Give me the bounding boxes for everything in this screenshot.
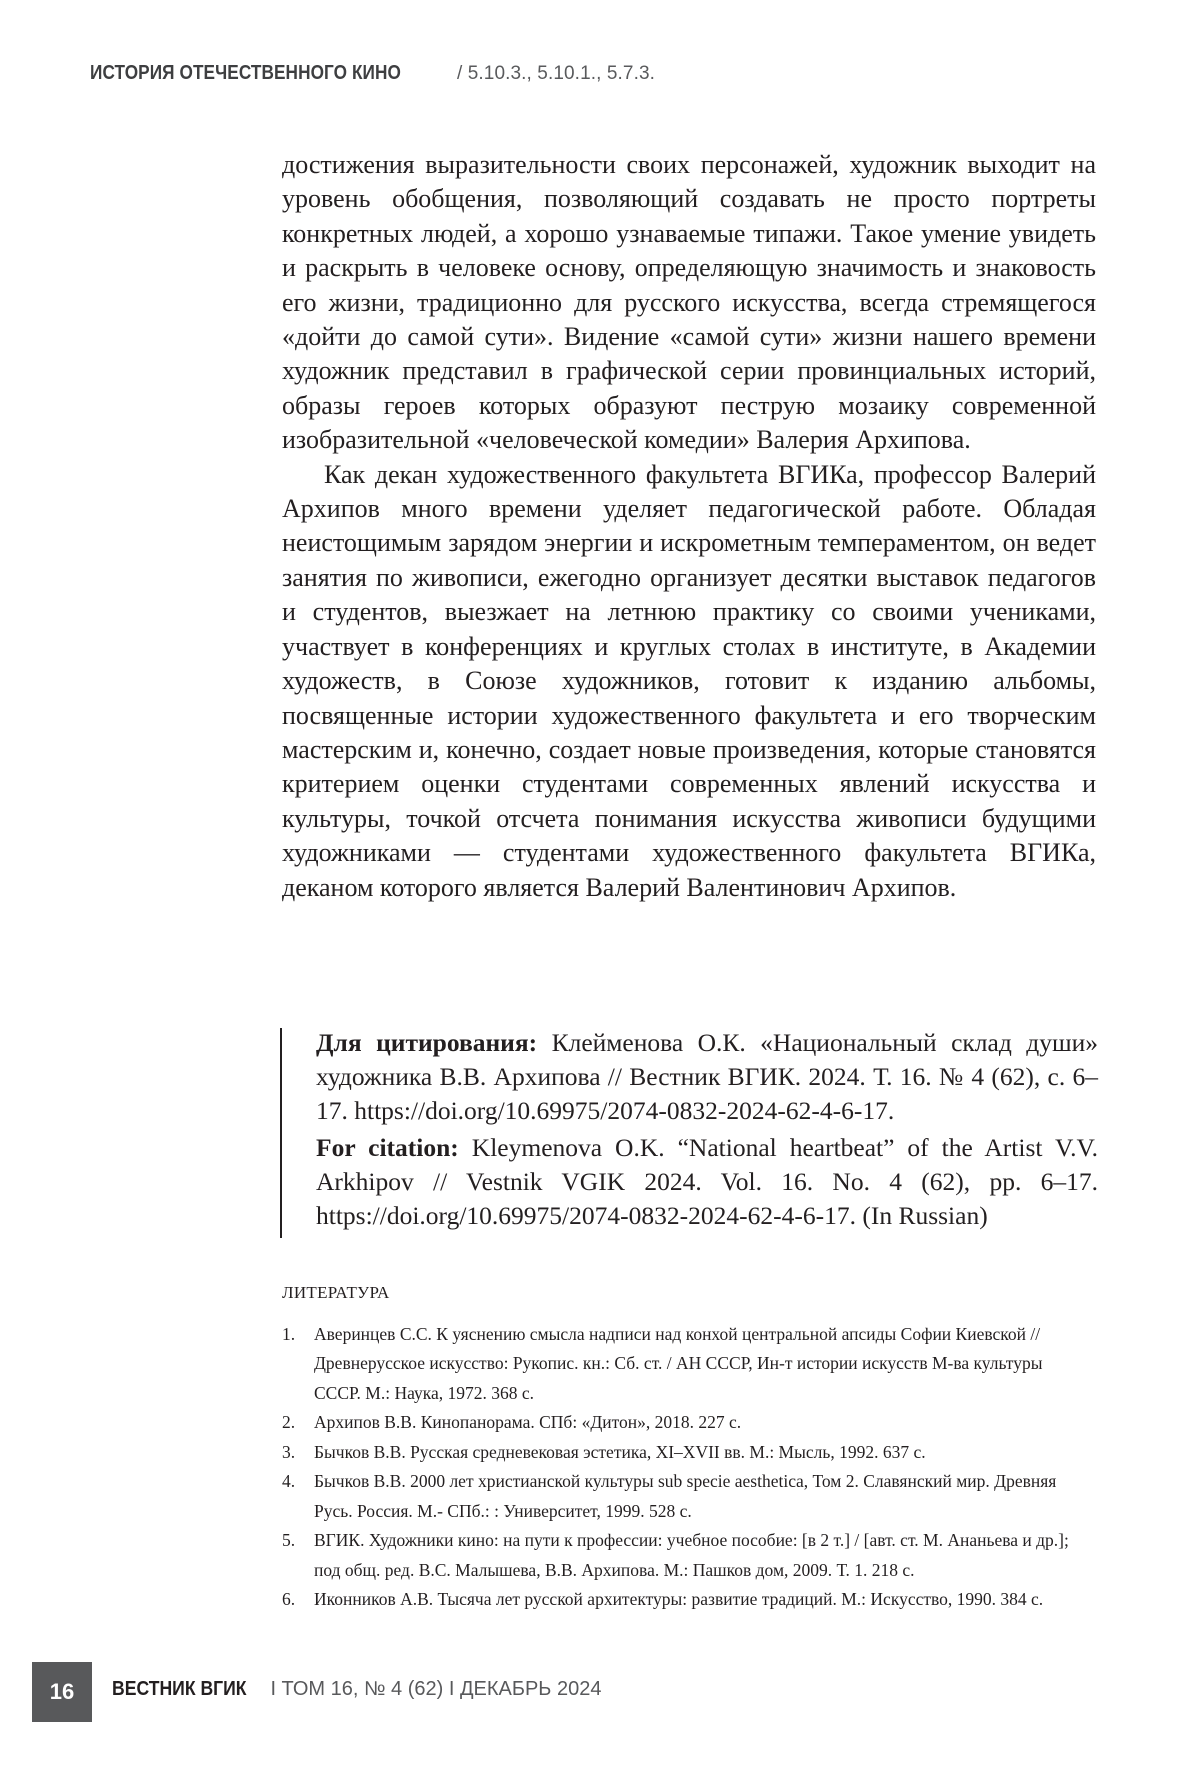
reference-text: ВГИК. Художники кино: на пути к профессии: учебное пособие: [в 2 т.] / [авт. ст. М. Ананьева и др.]; под общ. ред. В.С. Малышева, В.В. Архипова. М.: Пашков дом, 2009. Т. 1. 218 с. [314,1530,1069,1580]
references-section [282,1278,1082,1615]
reference-item [282,1526,1082,1585]
reference-text: Бычков В.В. Русская средневековая эстетика, XI–XVII вв. М.: Мысль, 1992. 637 с. [314,1441,926,1462]
references-list [282,1320,1082,1615]
references-title: ЛИТЕРАТУРА [282,1283,390,1302]
journal-name: ВЕСТНИК ВГИК [112,1678,247,1700]
body-paragraph: достижения выразительности своих персонажей, художник выходит на уровень обобщения, позволяющий создавать не просто портреты конкретных людей, а хорошо узнаваемые типажи. Такое умение увидеть и раскрыть в человеке основу, определяющую значимость и знаковость его жизни, традиционно для русского искусства, всегда стремящегося «дойти до самой сути». Видение «самой сути» жизни нашего времени художник представил в графической серии провинциальных историй, образы героев которых образуют пеструю мозаику современной изобразительной «человеческой комедии» Валерия Архипова. [282,150,1096,455]
article-body [282,148,1096,905]
issue-info: I ТОМ 16, № 4 (62) I ДЕКАБРЬ 2024 [264,1678,602,1700]
citation-block [280,1028,1098,1238]
journal-info [112,1678,601,1701]
reference-number: 3. [282,1441,296,1462]
running-head [90,62,655,85]
page-number: 16 [32,1662,92,1722]
citation-ru-label: Для цитирования: [316,1028,538,1057]
reference-number: 2. [282,1412,296,1432]
reference-item [282,1585,1082,1615]
reference-number: 5. [282,1530,296,1550]
section-title: ИСТОРИЯ ОТЕЧЕСТВЕННОГО КИНО [90,62,401,84]
body-paragraph: Как декан художественного факультета ВГИКа, профессор Валерий Архипов много времени уделяет педагогической работе. Обладая неистощимым зарядом энергии и искрометным темпераментом, он ведет занятия по живописи, ежегодно организует десятки выставок педагогов и студентов, выезжает на летнюю практику со своими учениками, участвует в конференциях и круглых столах в институте, в Академии художеств, в Союзе художников, готовит к изданию альбомы, посвященные истории художественного факультета и его творческим мастерским и, конечно, создает новые произведения, которые становятся критерием оценки студентами современных явлений искусства и культуры, точкой отсчета понимания искусства живописи будущими художниками — студентами художественного факультета ВГИКа, деканом которого является Валерий Валентинович Архипов. [282,459,1096,902]
reference-text: Архипов В.В. Кинопанорама. СПб: «Дитон», 2018. 227 с. [314,1412,742,1432]
reference-text: Бычков В.В. 2000 лет христианской культуры sub specie aesthetica, Том 2. Славянский мир. Древняя Русь. Россия. М.- СПб.: : Университет, 1999. 528 с. [314,1471,1057,1521]
reference-number: 4. [282,1471,296,1491]
reference-number: 6. [282,1589,296,1609]
citation-en [316,1131,1098,1233]
reference-item [282,1438,1082,1468]
citation-en-text: Kleymenova O.K. “National heartbeat” of the Artist V.V. Arkhipov // Vestnik VGIK 2024. Vol. 16. No. 4 (62), pp. 6–17. https://doi.org/10.69975/2074-0832-2024-62-4-6-17. (In Russian) [316,1133,1098,1230]
reference-item [282,1320,1082,1409]
citation-en-label: For citation: [316,1133,459,1162]
reference-item [282,1467,1082,1526]
page-footer [0,1662,1200,1722]
section-codes: / 5.10.3., 5.10.1., 5.7.3. [451,63,656,84]
reference-number: 1. [282,1323,296,1344]
citation-ru-text: Клейменова О.К. «Национальный склад души» художника В.В. Архипова // Вестник ВГИК. 2024. Т. 16. № 4 (62), с. 6–17. https://doi.org/10.69975/2074-0832-2024-62-4-6-17. [316,1028,1098,1125]
reference-text: Аверинцев С.С. К уяснению смысла надписи над конхой центральной апсиды Софии Киевской // Древнерусское искусство: Рукопис. кн.: Сб. ст. / АН СССР, Ин-т истории искусств М-ва культуры СССР. М.: Наука, 1972. 368 с. [314,1323,1043,1403]
reference-item [282,1408,1082,1438]
citation-ru [316,1026,1098,1128]
reference-text: Иконников А.В. Тысяча лет русской архитектуры: развитие традиций. М.: Искусство, 1990. 384 с. [314,1589,1044,1609]
